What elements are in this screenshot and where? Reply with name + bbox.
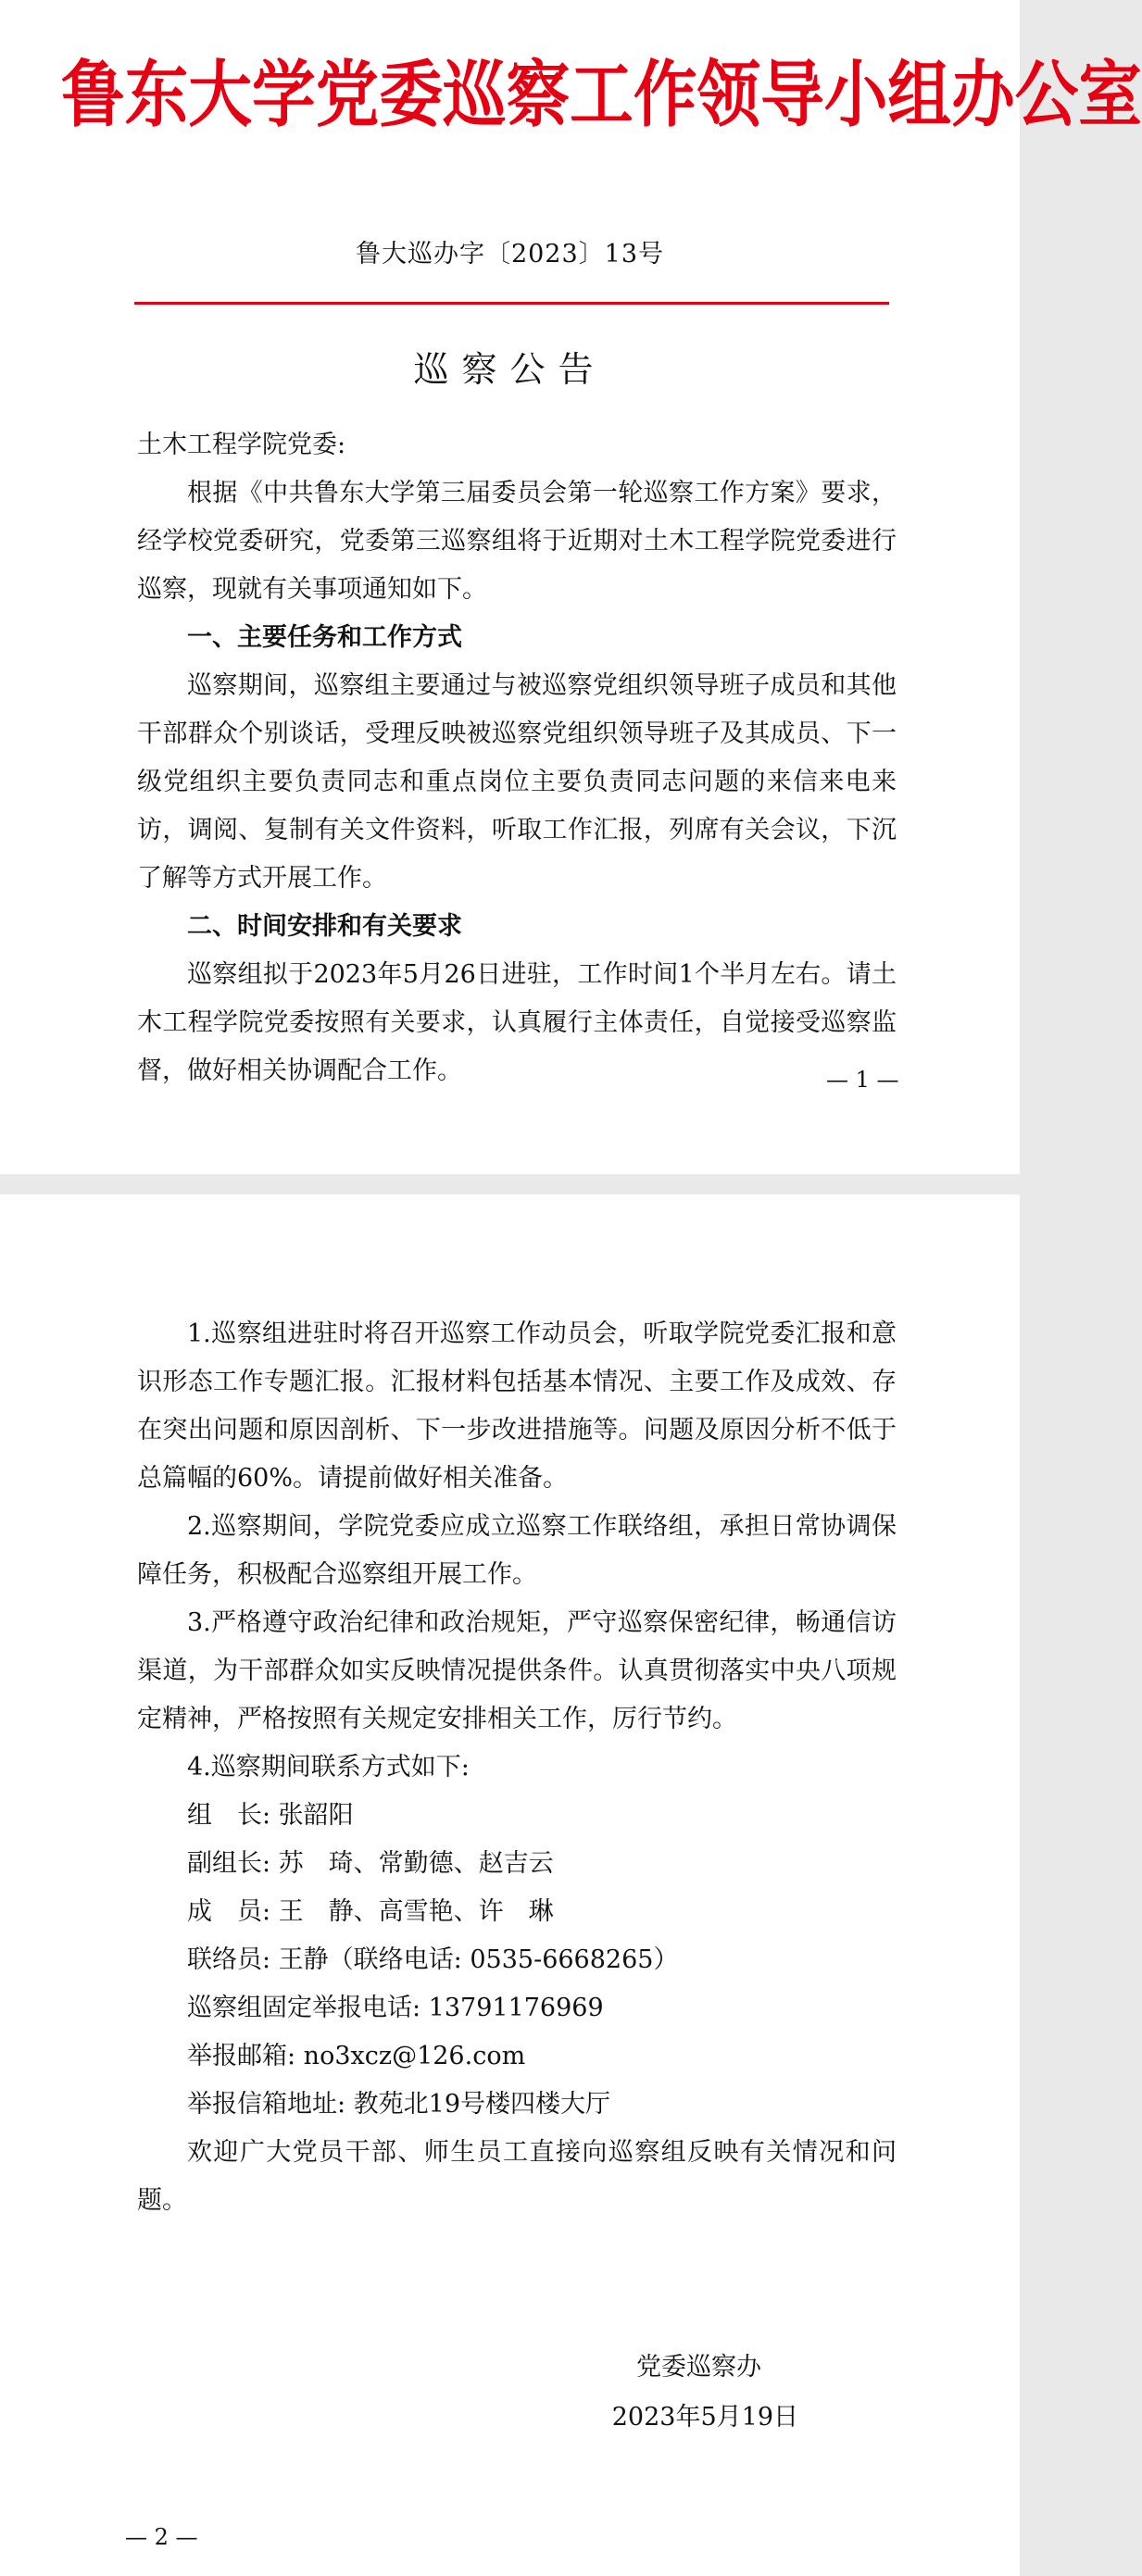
contact-report-mailbox: 举报信箱地址: 教苑北19号楼四楼大厅 [187,2090,611,2119]
intro-paragraph: 根据《中共鲁东大学第三届委员会第一轮巡察工作方案》要求，经学校党委研究，党委第三巡察组将于近期对土木工程学院党委进行巡察，现就有关事项通知如下。 [137,479,897,604]
page-number-1: — 1 — [826,1067,899,1093]
requirement-item-4: 4.巡察期间联系方式如下: [187,1753,470,1782]
issuing-office-title: 鲁东大学党委巡察工作领导小组办公室 [61,54,1142,137]
signature-date: 2023年5月19日 [611,2403,798,2432]
section-1-paragraph: 巡察期间，巡察组主要通过与被巡察党组织领导班子成员和其他干部群众个别谈话，受理反映被巡察党组织领导班子及其成员、下一级党组织主要负责同志和重点岗位主要负责同志问题的来信来电来访，调阅、复制有关文件资料，听取工作汇报，列席有关会议，下沉了解等方式开展工作。 [137,671,897,893]
requirement-item-2: 2.巡察期间，学院党委应成立巡察工作联络组，承担日常协调保障任务，积极配合巡察组开展工作。 [137,1512,897,1589]
contact-liaison: 联络员: 王静（联络电话: 0535-6668265） [187,1945,679,1974]
page-number-2: — 2 — [125,2524,198,2550]
contact-report-hotline: 巡察组固定举报电话: 13791176969 [187,1994,604,2022]
red-divider-line [134,302,889,305]
page-2 [0,1194,1020,2576]
contact-members: 成 员: 王 静、高雪艳、许 琳 [187,1897,554,1926]
page-1 [0,0,1142,1174]
signature-block [0,2343,798,2443]
notice-title: 巡察公告 [413,349,607,390]
addressee: 土木工程学院党委: [137,431,346,459]
requirement-item-1: 1.巡察组进驻时将召开巡察工作动员会，听取学院党委汇报和意识形态工作专题汇报。汇报材料包括基本情况、主要工作及成效、存在突出问题和原因剖析、下一步改进措施等。问题及原因分析不低于总篇幅的60%。请提前做好相关准备。 [137,1319,897,1493]
contact-report-email: 举报邮箱: no3xcz@126.com [187,2042,526,2070]
section-2-heading: 二、时间安排和有关要求 [187,912,462,941]
welcome-paragraph: 欢迎广大党员干部、师生员工直接向巡察组反映有关情况和问题。 [137,2138,897,2215]
document-number: 鲁大巡办字〔2023〕13号 [355,240,665,269]
contact-leader: 组 长: 张韶阳 [187,1801,354,1830]
signature-organization: 党委巡察办 [636,2353,761,2382]
section-2-paragraph: 巡察组拟于2023年5月26日进驻，工作时间1个半月左右。请土木工程学院党委按照有关要求，认真履行主体责任，自觉接受巡察监督，做好相关协调配合工作。 [137,960,897,1085]
page-1-body [137,421,897,1095]
section-1-heading: 一、主要任务和工作方式 [187,623,462,652]
contact-deputy-leaders: 副组长: 苏 琦、常勤德、赵吉云 [187,1849,554,1878]
page-2-body [137,1310,897,2225]
requirement-item-3: 3.严格遵守政治纪律和政治规矩，严守巡察保密纪律，畅通信访渠道，为干部群众如实反映情况提供条件。认真贯彻落实中央八项规定精神，严格按照有关规定安排相关工作，厉行节约。 [137,1608,897,1733]
